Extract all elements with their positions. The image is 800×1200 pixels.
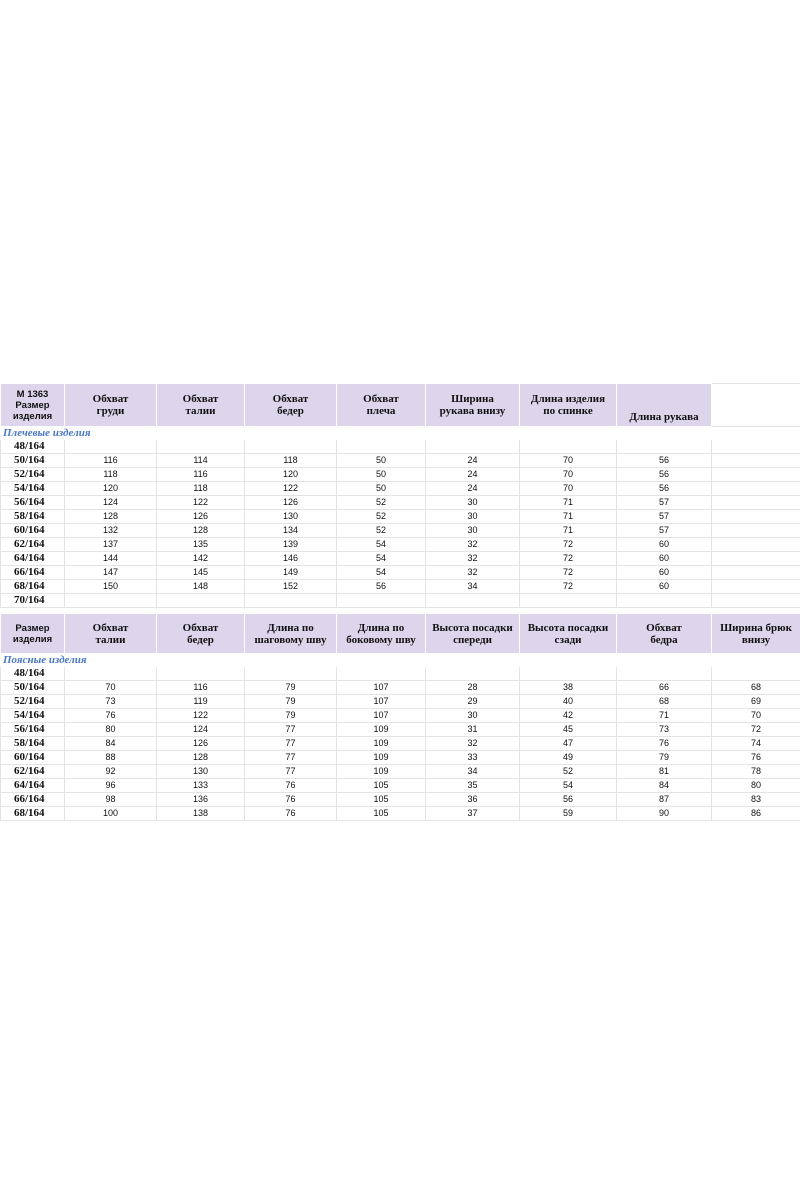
value-cell: 144 bbox=[65, 552, 157, 566]
size-cell: 70/164 bbox=[1, 594, 65, 608]
value-cell: 42 bbox=[520, 709, 617, 723]
value-cell: 76 bbox=[712, 751, 800, 765]
value-cell: 77 bbox=[245, 737, 337, 751]
value-cell bbox=[245, 440, 337, 454]
value-cell: 147 bbox=[65, 566, 157, 580]
value-cell: 56 bbox=[520, 793, 617, 807]
value-cell: 105 bbox=[337, 779, 426, 793]
table-row bbox=[1, 580, 800, 594]
value-cell: 24 bbox=[426, 454, 520, 468]
upper-section-label: Плечевые изделия bbox=[1, 427, 800, 440]
value-cell: 76 bbox=[65, 709, 157, 723]
value-cell: 90 bbox=[617, 807, 712, 821]
value-cell: 57 bbox=[617, 510, 712, 524]
value-cell: 100 bbox=[65, 807, 157, 821]
value-cell: 124 bbox=[157, 723, 245, 737]
value-cell: 80 bbox=[712, 779, 800, 793]
value-cell: 30 bbox=[426, 524, 520, 538]
value-cell: 31 bbox=[426, 723, 520, 737]
value-cell: 71 bbox=[520, 524, 617, 538]
value-cell: 134 bbox=[245, 524, 337, 538]
lower-section-label: Поясные изделия bbox=[1, 654, 800, 667]
value-cell: 71 bbox=[520, 510, 617, 524]
value-cell: 132 bbox=[65, 524, 157, 538]
lower-header-6: Высота посадки сзади bbox=[520, 614, 617, 654]
value-cell bbox=[617, 440, 712, 454]
value-cell: 77 bbox=[245, 751, 337, 765]
lower-header-2: Обхват бедер bbox=[157, 614, 245, 654]
value-cell: 56 bbox=[617, 454, 712, 468]
value-cell bbox=[617, 667, 712, 681]
size-cell: 60/164 bbox=[1, 751, 65, 765]
value-cell: 71 bbox=[520, 496, 617, 510]
value-cell: 72 bbox=[520, 566, 617, 580]
table-row bbox=[1, 737, 800, 751]
value-cell bbox=[65, 594, 157, 608]
value-cell: 130 bbox=[157, 765, 245, 779]
value-cell: 32 bbox=[426, 566, 520, 580]
lower-header-0: Размер изделия bbox=[1, 614, 65, 654]
size-cell: 54/164 bbox=[1, 482, 65, 496]
table-row bbox=[1, 440, 800, 454]
value-cell: 70 bbox=[520, 468, 617, 482]
value-cell: 54 bbox=[337, 566, 426, 580]
value-cell: 124 bbox=[65, 496, 157, 510]
value-cell: 69 bbox=[712, 695, 800, 709]
value-cell: 68 bbox=[712, 681, 800, 695]
size-chart-sheet bbox=[0, 383, 800, 821]
upper-garments-table bbox=[1, 384, 800, 608]
value-cell: 73 bbox=[617, 723, 712, 737]
value-cell: 54 bbox=[337, 538, 426, 552]
value-cell: 56 bbox=[617, 468, 712, 482]
upper-header-1: Обхват груди bbox=[65, 384, 157, 427]
table-row bbox=[1, 681, 800, 695]
value-cell: 128 bbox=[157, 751, 245, 765]
value-cell: 73 bbox=[65, 695, 157, 709]
value-cell: 68 bbox=[617, 695, 712, 709]
value-cell bbox=[157, 594, 245, 608]
value-cell: 76 bbox=[245, 779, 337, 793]
upper-header-4: Обхват плеча bbox=[337, 384, 426, 427]
size-table bbox=[0, 383, 800, 821]
size-cell: 66/164 bbox=[1, 793, 65, 807]
size-cell: 54/164 bbox=[1, 709, 65, 723]
value-cell: 38 bbox=[520, 681, 617, 695]
lower-garments-table bbox=[1, 614, 800, 821]
value-cell: 120 bbox=[245, 468, 337, 482]
value-cell: 60 bbox=[617, 538, 712, 552]
value-cell bbox=[712, 566, 800, 580]
value-cell: 107 bbox=[337, 709, 426, 723]
value-cell bbox=[712, 496, 800, 510]
value-cell: 40 bbox=[520, 695, 617, 709]
table-row bbox=[1, 496, 800, 510]
value-cell: 96 bbox=[65, 779, 157, 793]
value-cell: 50 bbox=[337, 482, 426, 496]
value-cell bbox=[337, 594, 426, 608]
value-cell: 86 bbox=[712, 807, 800, 821]
size-cell: 60/164 bbox=[1, 524, 65, 538]
value-cell: 98 bbox=[65, 793, 157, 807]
value-cell: 60 bbox=[617, 566, 712, 580]
value-cell: 30 bbox=[426, 709, 520, 723]
upper-header-0: М 1363 Размер изделия bbox=[1, 384, 65, 427]
value-cell bbox=[245, 594, 337, 608]
value-cell: 70 bbox=[65, 681, 157, 695]
value-cell: 136 bbox=[157, 793, 245, 807]
value-cell bbox=[712, 468, 800, 482]
value-cell: 28 bbox=[426, 681, 520, 695]
size-cell: 66/164 bbox=[1, 566, 65, 580]
value-cell: 138 bbox=[157, 807, 245, 821]
size-cell: 58/164 bbox=[1, 737, 65, 751]
value-cell: 66 bbox=[617, 681, 712, 695]
size-cell: 56/164 bbox=[1, 496, 65, 510]
value-cell: 30 bbox=[426, 496, 520, 510]
value-cell: 29 bbox=[426, 695, 520, 709]
size-cell: 56/164 bbox=[1, 723, 65, 737]
table-row bbox=[1, 667, 800, 681]
value-cell bbox=[65, 440, 157, 454]
value-cell: 50 bbox=[337, 454, 426, 468]
value-cell: 133 bbox=[157, 779, 245, 793]
lower-header-1: Обхват талии bbox=[65, 614, 157, 654]
value-cell: 118 bbox=[157, 482, 245, 496]
value-cell bbox=[520, 667, 617, 681]
table-row bbox=[1, 510, 800, 524]
upper-header-5: Ширина рукава внизу bbox=[426, 384, 520, 427]
value-cell: 126 bbox=[157, 510, 245, 524]
value-cell: 60 bbox=[617, 552, 712, 566]
value-cell bbox=[712, 538, 800, 552]
lower-header-3: Длина по шаговому шву bbox=[245, 614, 337, 654]
table-row bbox=[1, 695, 800, 709]
value-cell bbox=[617, 594, 712, 608]
value-cell: 80 bbox=[65, 723, 157, 737]
value-cell: 92 bbox=[65, 765, 157, 779]
lower-header-5: Высота посадки спереди bbox=[426, 614, 520, 654]
value-cell: 128 bbox=[157, 524, 245, 538]
value-cell: 78 bbox=[712, 765, 800, 779]
value-cell bbox=[712, 454, 800, 468]
value-cell: 32 bbox=[426, 737, 520, 751]
value-cell: 130 bbox=[245, 510, 337, 524]
value-cell: 107 bbox=[337, 695, 426, 709]
value-cell: 150 bbox=[65, 580, 157, 594]
value-cell: 72 bbox=[520, 580, 617, 594]
value-cell: 139 bbox=[245, 538, 337, 552]
value-cell: 87 bbox=[617, 793, 712, 807]
value-cell: 119 bbox=[157, 695, 245, 709]
value-cell: 54 bbox=[520, 779, 617, 793]
value-cell: 107 bbox=[337, 681, 426, 695]
value-cell bbox=[157, 667, 245, 681]
value-cell bbox=[712, 524, 800, 538]
value-cell bbox=[520, 440, 617, 454]
upper-section-row bbox=[1, 427, 800, 440]
table-row bbox=[1, 566, 800, 580]
value-cell: 120 bbox=[65, 482, 157, 496]
value-cell: 109 bbox=[337, 765, 426, 779]
table-row bbox=[1, 709, 800, 723]
value-cell: 70 bbox=[520, 482, 617, 496]
value-cell: 105 bbox=[337, 807, 426, 821]
lower-header-row bbox=[1, 614, 800, 654]
value-cell: 149 bbox=[245, 566, 337, 580]
table-row bbox=[1, 723, 800, 737]
upper-header-6: Длина изделия по спинке bbox=[520, 384, 617, 427]
value-cell bbox=[712, 510, 800, 524]
value-cell: 109 bbox=[337, 723, 426, 737]
value-cell: 79 bbox=[245, 709, 337, 723]
table-row bbox=[1, 751, 800, 765]
table-row bbox=[1, 765, 800, 779]
value-cell: 72 bbox=[520, 538, 617, 552]
value-cell: 49 bbox=[520, 751, 617, 765]
value-cell bbox=[712, 482, 800, 496]
value-cell: 24 bbox=[426, 482, 520, 496]
value-cell: 79 bbox=[617, 751, 712, 765]
value-cell: 74 bbox=[712, 737, 800, 751]
value-cell bbox=[65, 667, 157, 681]
value-cell: 76 bbox=[245, 793, 337, 807]
size-cell: 58/164 bbox=[1, 510, 65, 524]
lower-section-row bbox=[1, 654, 800, 667]
table-row bbox=[1, 454, 800, 468]
value-cell: 148 bbox=[157, 580, 245, 594]
value-cell: 88 bbox=[65, 751, 157, 765]
value-cell: 50 bbox=[337, 468, 426, 482]
value-cell bbox=[712, 580, 800, 594]
table-row bbox=[1, 538, 800, 552]
value-cell: 60 bbox=[617, 580, 712, 594]
value-cell: 56 bbox=[337, 580, 426, 594]
value-cell: 109 bbox=[337, 737, 426, 751]
value-cell: 105 bbox=[337, 793, 426, 807]
value-cell: 33 bbox=[426, 751, 520, 765]
value-cell: 128 bbox=[65, 510, 157, 524]
value-cell: 109 bbox=[337, 751, 426, 765]
value-cell: 116 bbox=[157, 681, 245, 695]
value-cell: 72 bbox=[520, 552, 617, 566]
size-cell: 68/164 bbox=[1, 807, 65, 821]
value-cell: 24 bbox=[426, 468, 520, 482]
value-cell: 79 bbox=[245, 695, 337, 709]
value-cell: 70 bbox=[712, 709, 800, 723]
value-cell: 52 bbox=[337, 524, 426, 538]
value-cell: 79 bbox=[245, 681, 337, 695]
value-cell: 52 bbox=[520, 765, 617, 779]
size-cell: 52/164 bbox=[1, 468, 65, 482]
value-cell: 84 bbox=[65, 737, 157, 751]
value-cell bbox=[337, 667, 426, 681]
value-cell: 122 bbox=[157, 496, 245, 510]
value-cell: 114 bbox=[157, 454, 245, 468]
value-cell bbox=[157, 440, 245, 454]
value-cell bbox=[712, 552, 800, 566]
value-cell: 37 bbox=[426, 807, 520, 821]
value-cell: 57 bbox=[617, 524, 712, 538]
value-cell: 52 bbox=[337, 496, 426, 510]
size-cell: 48/164 bbox=[1, 440, 65, 454]
size-cell: 50/164 bbox=[1, 454, 65, 468]
table-row bbox=[1, 779, 800, 793]
value-cell: 118 bbox=[245, 454, 337, 468]
value-cell: 77 bbox=[245, 765, 337, 779]
value-cell bbox=[712, 440, 800, 454]
upper-header-8 bbox=[712, 384, 800, 427]
lower-header-7: Обхват бедра bbox=[617, 614, 712, 654]
value-cell bbox=[426, 667, 520, 681]
lower-header-8: Ширина брюк внизу bbox=[712, 614, 800, 654]
table-row bbox=[1, 594, 800, 608]
upper-header-2: Обхват талии bbox=[157, 384, 245, 427]
value-cell: 70 bbox=[520, 454, 617, 468]
value-cell: 34 bbox=[426, 580, 520, 594]
value-cell: 32 bbox=[426, 552, 520, 566]
value-cell: 54 bbox=[337, 552, 426, 566]
size-cell: 64/164 bbox=[1, 552, 65, 566]
value-cell: 122 bbox=[157, 709, 245, 723]
upper-header-row bbox=[1, 384, 800, 427]
value-cell bbox=[712, 667, 800, 681]
value-cell: 81 bbox=[617, 765, 712, 779]
value-cell: 126 bbox=[157, 737, 245, 751]
value-cell: 52 bbox=[337, 510, 426, 524]
value-cell: 84 bbox=[617, 779, 712, 793]
table-row bbox=[1, 807, 800, 821]
value-cell: 72 bbox=[712, 723, 800, 737]
value-cell: 116 bbox=[65, 454, 157, 468]
value-cell: 152 bbox=[245, 580, 337, 594]
value-cell: 76 bbox=[245, 807, 337, 821]
value-cell: 47 bbox=[520, 737, 617, 751]
size-cell: 50/164 bbox=[1, 681, 65, 695]
value-cell: 35 bbox=[426, 779, 520, 793]
value-cell: 83 bbox=[712, 793, 800, 807]
value-cell bbox=[712, 594, 800, 608]
value-cell: 137 bbox=[65, 538, 157, 552]
value-cell bbox=[245, 667, 337, 681]
value-cell: 30 bbox=[426, 510, 520, 524]
value-cell bbox=[426, 440, 520, 454]
value-cell: 71 bbox=[617, 709, 712, 723]
size-cell: 68/164 bbox=[1, 580, 65, 594]
value-cell: 142 bbox=[157, 552, 245, 566]
value-cell: 76 bbox=[617, 737, 712, 751]
size-cell: 62/164 bbox=[1, 538, 65, 552]
value-cell: 56 bbox=[617, 482, 712, 496]
upper-header-3: Обхват бедер bbox=[245, 384, 337, 427]
value-cell: 34 bbox=[426, 765, 520, 779]
value-cell bbox=[426, 594, 520, 608]
table-row bbox=[1, 793, 800, 807]
value-cell: 135 bbox=[157, 538, 245, 552]
size-cell: 62/164 bbox=[1, 765, 65, 779]
table-row bbox=[1, 482, 800, 496]
table-row bbox=[1, 468, 800, 482]
value-cell: 59 bbox=[520, 807, 617, 821]
value-cell: 36 bbox=[426, 793, 520, 807]
value-cell: 32 bbox=[426, 538, 520, 552]
value-cell: 57 bbox=[617, 496, 712, 510]
value-cell: 118 bbox=[65, 468, 157, 482]
value-cell: 126 bbox=[245, 496, 337, 510]
value-cell: 122 bbox=[245, 482, 337, 496]
value-cell: 145 bbox=[157, 566, 245, 580]
size-cell: 52/164 bbox=[1, 695, 65, 709]
value-cell: 116 bbox=[157, 468, 245, 482]
value-cell: 45 bbox=[520, 723, 617, 737]
value-cell: 146 bbox=[245, 552, 337, 566]
value-cell: 77 bbox=[245, 723, 337, 737]
lower-header-4: Длина по боковому шву bbox=[337, 614, 426, 654]
upper-header-7: Длина рукава bbox=[617, 384, 712, 427]
value-cell bbox=[337, 440, 426, 454]
size-cell: 64/164 bbox=[1, 779, 65, 793]
table-row bbox=[1, 524, 800, 538]
value-cell bbox=[520, 594, 617, 608]
size-cell: 48/164 bbox=[1, 667, 65, 681]
table-row bbox=[1, 552, 800, 566]
